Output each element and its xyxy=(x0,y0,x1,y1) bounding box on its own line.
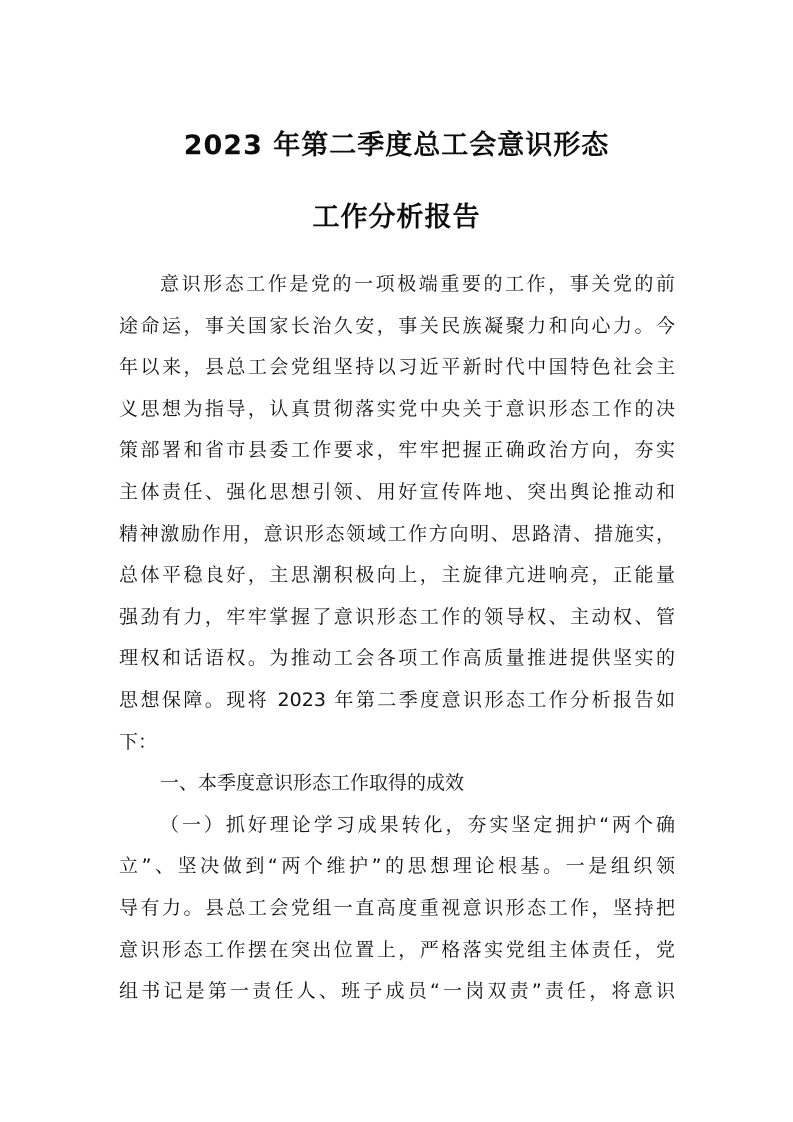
body-line: 思想保障。现将 2023 年第二季度意识形态工作分析报告如 xyxy=(119,688,675,711)
document-title-line-1: 2023 年第二季度总工会意识形态 xyxy=(183,130,610,161)
body-line: 强劲有力，牢牢掌握了意识形态工作的领导权、主动权、管 xyxy=(119,605,675,628)
body-line: 意识形态工作是党的一项极端重要的工作，事关党的前 xyxy=(160,273,675,295)
body-line: 义思想为指导，认真贯彻落实党中央关于意识形态工作的决 xyxy=(119,397,675,420)
body-line: 精神激励作用，意识形态领域工作方向明、思路清、措施实， xyxy=(119,522,675,545)
section-heading: 一、本季度意识形态工作取得的成效 xyxy=(160,772,465,795)
body-line: 意识形态工作摆在突出位置上，严格落实党组主体责任，党 xyxy=(119,938,675,961)
body-line: 总体平稳良好，主思潮积极向上，主旋律亢进响亮，正能量 xyxy=(119,564,675,587)
body-line: 导有力。县总工会党组一直高度重视意识形态工作，坚持把 xyxy=(119,896,675,919)
document-title-line-2: 工作分析报告 xyxy=(312,202,481,233)
body-line: 主体责任、强化思想引领、用好宣传阵地、突出舆论推动和 xyxy=(119,480,675,503)
body-line: 年以来，县总工会党组坚持以习近平新时代中国特色社会主 xyxy=(119,356,675,379)
body-line: 组书记是第一责任人、班子成员“一岗双责”责任，将意识 xyxy=(119,980,675,1003)
body-line: 立”、坚决做到“两个维护”的思想理论根基。一是组织领 xyxy=(119,855,675,878)
body-line: 下： xyxy=(119,730,158,753)
body-line: 理权和话语权。为推动工会各项工作高质量推进提供坚实的 xyxy=(119,647,675,670)
document-body xyxy=(119,264,675,1013)
body-line: 策部署和省市县委工作要求，牢牢把握正确政治方向，夯实 xyxy=(119,439,675,462)
body-line: 途命运，事关国家长治久安，事关民族凝聚力和向心力。今 xyxy=(119,314,675,337)
body-line: （一）抓好理论学习成果转化，夯实坚定拥护“两个确 xyxy=(160,813,675,836)
